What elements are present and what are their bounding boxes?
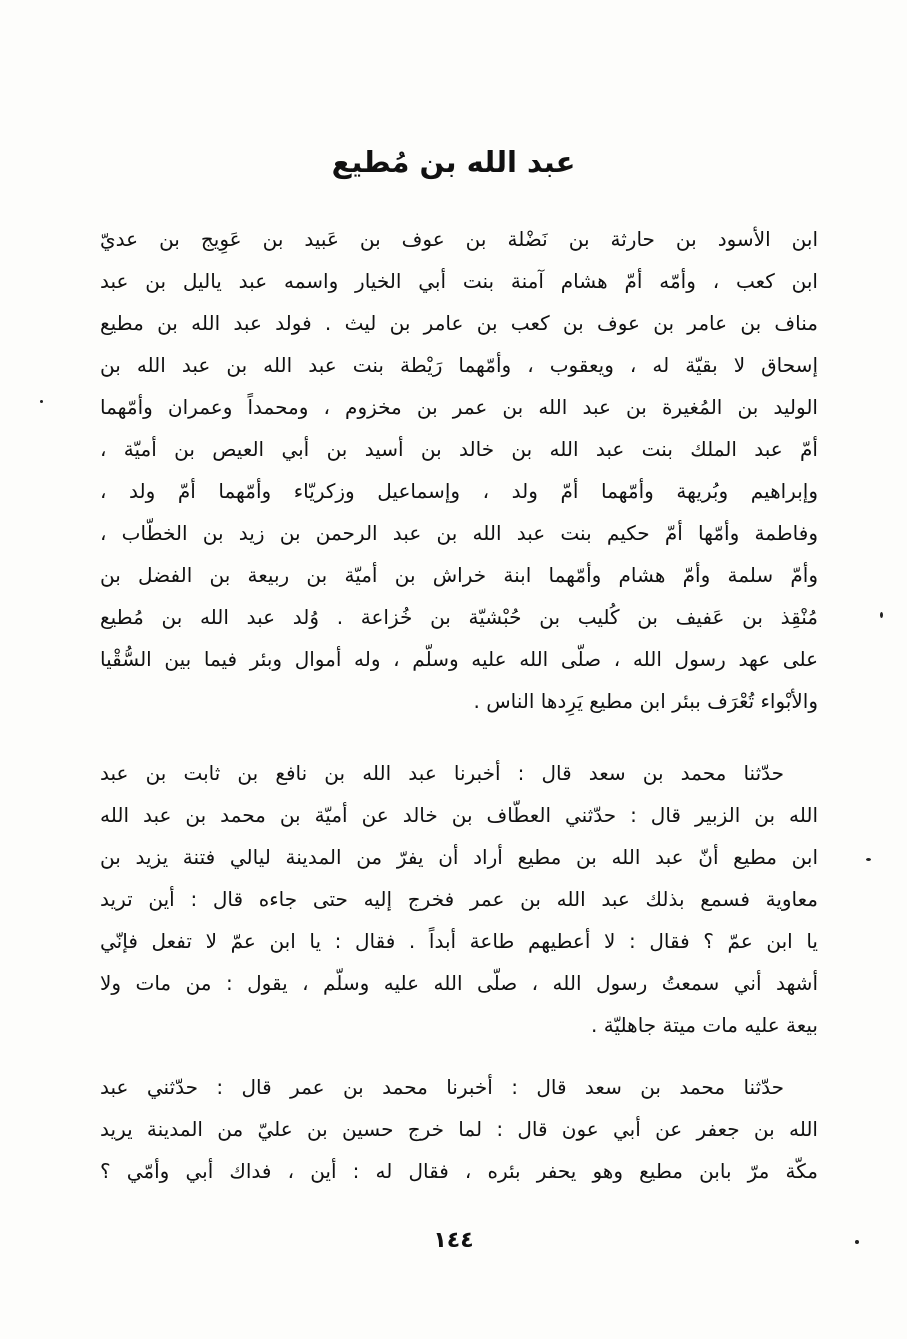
- paragraph-2: [100, 752, 818, 1046]
- page-number: ١٤٤: [433, 1228, 474, 1253]
- chapter-title: عبد الله بن مُطيع: [331, 145, 576, 179]
- text-line: مناف بن عامر بن عوف بن كعب بن عامر بن ليث . فولد عبد الله بن مطيع: [100, 311, 818, 335]
- scan-speck: [880, 612, 883, 618]
- text-line: مكّة مرّ بابن مطيع وهو يحفر بئره ، فقال له : أين ، فداك أبي وأمّي ؟: [100, 1159, 818, 1183]
- text-line: وفاطمة وأمّها أمّ حكيم بنت عبد الله بن عبد الرحمن بن زيد بن الخطّاب ،: [100, 521, 818, 545]
- text-line: بيعة عليه مات ميتة جاهليّة .: [591, 1013, 818, 1037]
- text-line: على عهد رسول الله ، صلّى الله عليه وسلّم ، وله أموال وبئر فيما بين السُّقْيا: [100, 647, 818, 671]
- text-line: الوليد بن المُغيرة بن عبد الله بن عمر بن مخزوم ، ومحمداً وعمران وأمّهما: [100, 395, 818, 419]
- text-line: الله بن الزبير قال : حدّثني العطّاف بن خالد عن أميّة بن محمد بن عبد الله: [100, 803, 818, 827]
- text-line: حدّثنا محمد بن سعد قال : أخبرنا محمد بن عمر قال : حدّثني عبد: [100, 1075, 784, 1099]
- scan-speck: [866, 858, 871, 861]
- text-line: وأمّ سلمة وأمّ هشام وأمّهما ابنة خراش بن أميّة بن ربيعة بن الفضل بن: [100, 563, 818, 587]
- text-line: معاوية فسمع بذلك عبد الله بن عمر فخرج إليه حتى جاءه قال : أين تريد: [100, 887, 818, 911]
- text-line: ابن مطيع أنّ عبد الله بن مطيع أراد أن يفرّ من المدينة ليالي فتنة يزيد بن: [100, 845, 818, 869]
- text-line: يا ابن عمّ ؟ فقال : لا أعطيهم طاعة أبداً . فقال : يا ابن عمّ لا تفعل فإنّي: [100, 929, 818, 953]
- text-line: والأبْواء تُعْرَف ببئر ابن مطيع يَرِدها الناس .: [473, 689, 818, 713]
- text-line: ابن كعب ، وأمّه أمّ هشام آمنة بنت أبي الخيار واسمه عبد ياليل بن عبد: [100, 269, 818, 293]
- text-line: ابن الأسود بن حارثة بن نَضْلة بن عوف بن عَبيد بن عَوِيج بن عديّ: [100, 227, 818, 251]
- text-line: إسحاق لا بقيّة له ، ويعقوب ، وأمّهما رَيْطة بنت عبد الله بن عبد الله بن: [100, 353, 818, 377]
- paragraph-1: [100, 218, 818, 722]
- paragraph-3: [100, 1066, 818, 1192]
- text-line: حدّثنا محمد بن سعد قال : أخبرنا عبد الله بن نافع بن ثابت بن عبد: [100, 761, 784, 785]
- text-line: مُنْقِذ بن عَفيف بن كُليب بن حُبْشيّة بن خُزاعة . وُلد عبد الله بن مُطيع: [100, 605, 818, 629]
- scan-speck: [40, 400, 43, 403]
- scan-speck: [855, 1240, 859, 1244]
- text-line: الله بن جعفر عن أبي عون قال : لما خرج حسين بن عليّ من المدينة يريد: [100, 1117, 818, 1141]
- text-line: وإبراهيم وبُريهة وأمّهما أمّ ولد ، وإسماعيل وزكريّاء وأمّهما أمّ ولد ،: [100, 479, 818, 503]
- text-line: أمّ عبد الملك بنت عبد الله بن خالد بن أسيد بن أبي العيص بن أميّة ،: [100, 437, 818, 461]
- text-line: أشهد أني سمعتُ رسول الله ، صلّى الله عليه وسلّم ، يقول : من مات ولا: [100, 971, 818, 995]
